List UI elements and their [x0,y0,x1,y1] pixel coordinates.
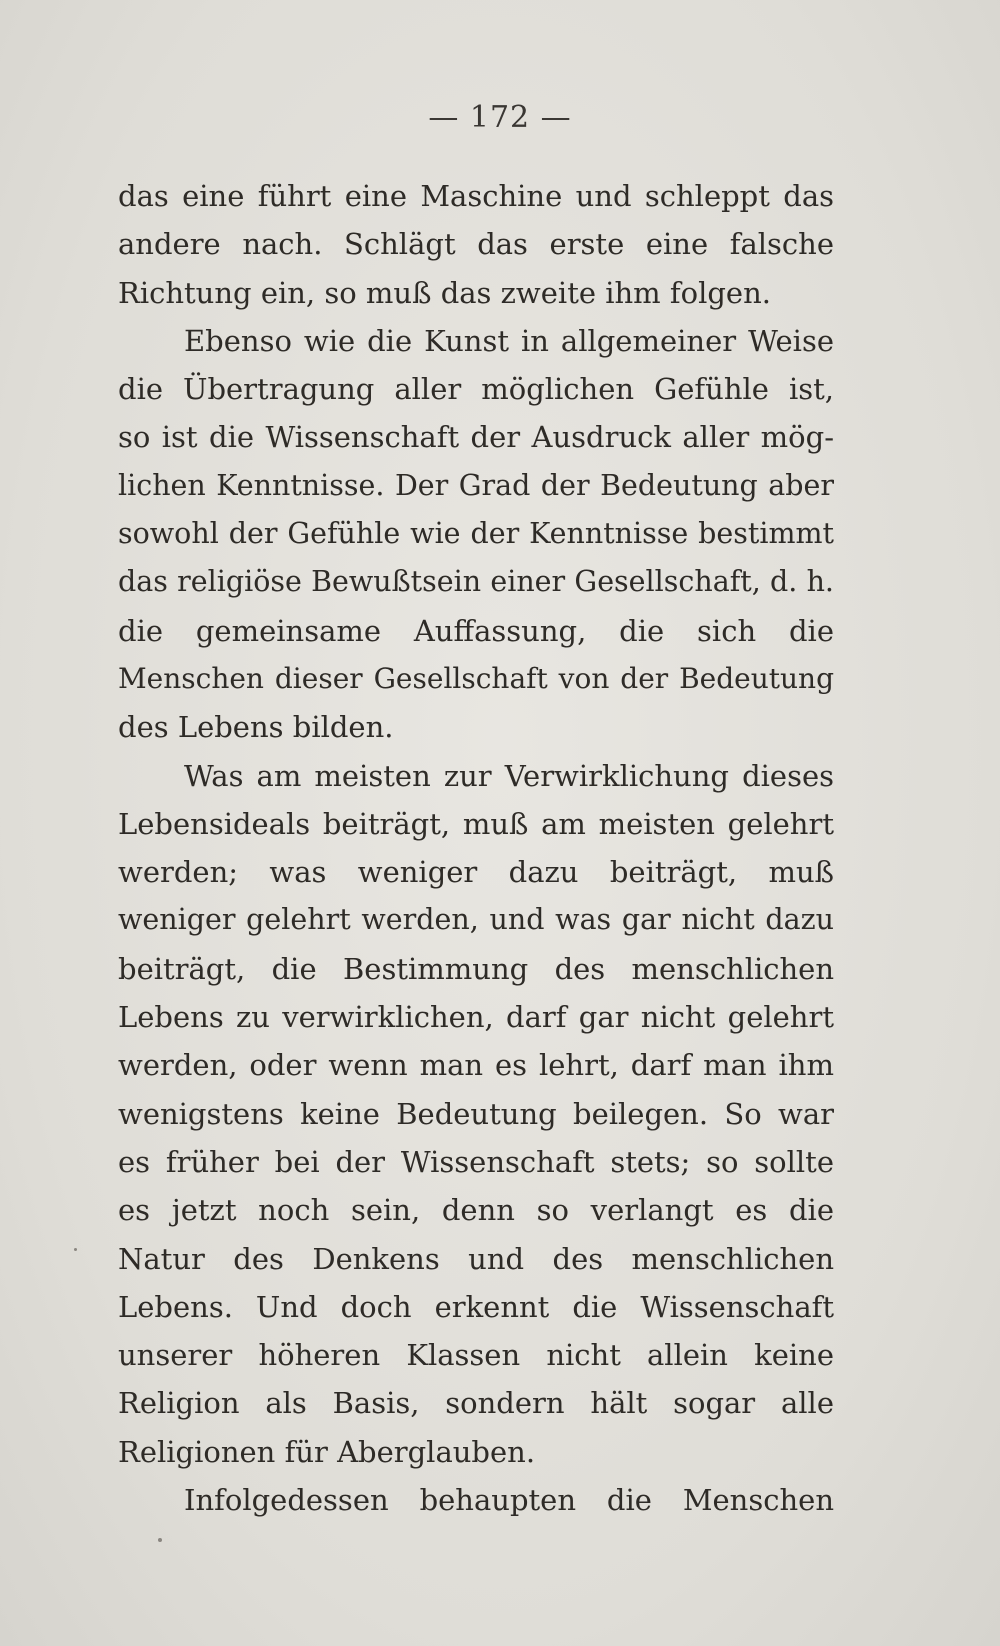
text-line: Religionen für Aberglauben. [118,1434,536,1469]
text-line: Lebens. Und doch erkennt die Wissenschaft [118,1289,834,1324]
text-line: Infolgedessen behaupten die Menschen [184,1483,834,1518]
text-line: unserer höheren Klassen nicht allein keine [118,1338,834,1373]
text-line: lichen Kenntnisse. Der Grad der Bedeutung aber [118,468,834,502]
text-line: Religion als Basis, sondern hält sogar alle [118,1386,834,1421]
text-line: das eine führt eine Maschine und schleppt das [118,179,834,213]
text-line: werden; was weniger dazu beiträgt, muß [118,855,834,890]
text-line: so ist die Wissenschaft der Ausdruck aller mög- [118,420,834,455]
body-text [118,172,834,1524]
text-line: Ebenso wie die Kunst in allgemeiner Weise [184,323,834,358]
text-line: sowohl der Gefühle wie der Kenntnisse bestimmt [118,517,834,551]
text-line: des Lebens bilden. [118,710,394,745]
text-line: Lebensideals beiträgt, muß am meisten gelehrt [118,806,834,841]
text-line: die Übertragung aller möglichen Gefühle ist, [118,372,834,407]
text-line: es jetzt noch sein, denn so verlangt es die [118,1193,834,1228]
text-line: Natur des Denkens und des menschlichen [118,1241,834,1276]
text-line: Richtung ein, so muß das zweite ihm folgen. [118,275,771,310]
text-line: Menschen dieser Gesellschaft von der Bedeutung [118,661,834,695]
text-line: Was am meisten zur Verwirklichung dieses [184,758,834,793]
text-line: das religiöse Bewußtsein einer Gesellschaft, d. h. [118,565,834,599]
text-line: es früher bei der Wissenschaft stets; so sollte [118,1144,834,1179]
text-line: andere nach. Schlägt das erste eine falsche [118,227,834,262]
text-line: weniger gelehrt werden, und was gar nicht dazu [118,903,834,937]
text-line: beiträgt, die Bestimmung des menschlichen [118,951,834,986]
paper-speck [158,1538,162,1542]
paper-speck [74,1248,77,1251]
text-line: wenigstens keine Bedeutung beilegen. So war [118,1096,834,1131]
text-line: die gemeinsame Auffassung, die sich die [118,613,834,648]
text-line: werden, oder wenn man es lehrt, darf man ihm [118,1048,834,1083]
page-number: — 172 — [428,100,572,135]
text-line: Lebens zu verwirklichen, darf gar nicht gelehrt [118,1000,834,1035]
